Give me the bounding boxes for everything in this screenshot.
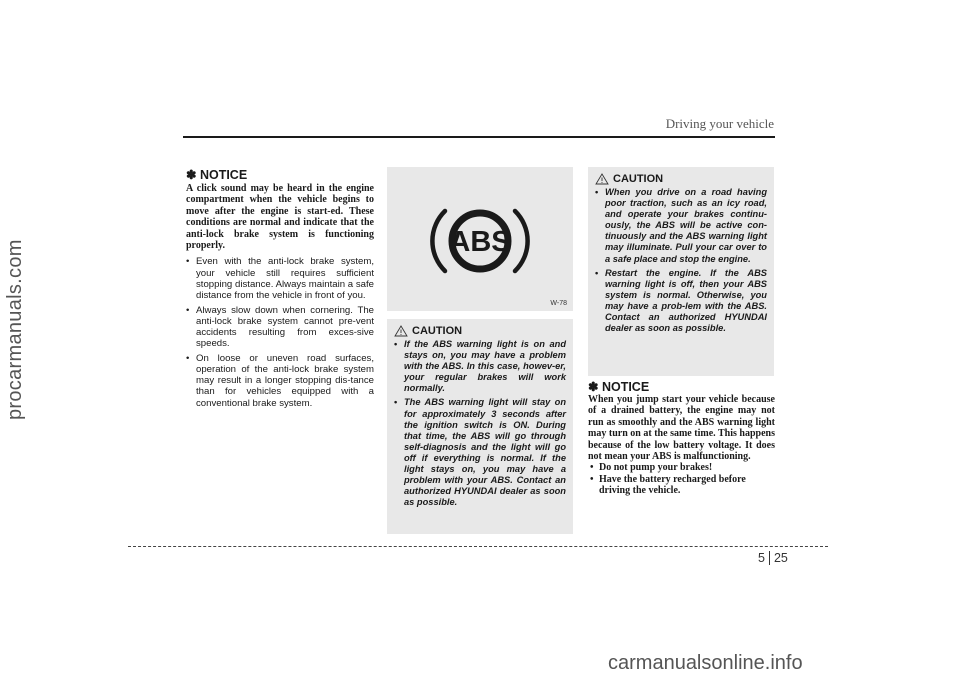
caution-bullet-list <box>394 339 566 508</box>
abs-warning-icon <box>425 193 535 289</box>
caution-title: CAUTION <box>613 173 664 185</box>
notice-bullet-list <box>588 462 775 496</box>
notice-intro: When you jump start your vehicle because of a drained battery, the engine may not run as smoothly and the ABS warning light may turn on at the same time. This happens because of the low battery voltage. It does not mean your ABS is malfunctioning. <box>588 394 775 463</box>
list-item: • Do not pump your brakes! <box>588 462 775 473</box>
list-item: • On loose or uneven road surfaces, operation of the anti-lock brake system may result in a longer stopping dis-tance than for vehicles equipped with a conventional brake system. <box>186 353 374 408</box>
abs-warning-light-figure <box>387 167 573 311</box>
caution-poor-traction <box>588 167 774 376</box>
section-header: Driving your vehicle <box>665 116 774 131</box>
caution-abs-light <box>387 319 573 534</box>
notice-title: ✽ NOTICE <box>588 380 650 394</box>
page-number <box>758 551 788 565</box>
caution-bullet-list <box>595 187 767 334</box>
figure-code: W-78 <box>550 300 567 307</box>
side-watermark: procarmanuals.com <box>4 239 26 420</box>
warning-triangle-icon <box>595 173 609 185</box>
warning-triangle-icon <box>394 325 408 337</box>
list-item: • The ABS warning light will stay on for approximately 3 seconds after the ignition switch is ON. During that time, the ABS will go through self-diagnosis and the light will go off if everything is normal. If the light stays on, you may have a problem with your ABS. Contact an authorized HYUNDAI dealer as soon as possible. <box>394 397 566 508</box>
list-item: • Restart the engine. If the ABS warning light is off, then your ABS system is normal. Otherwise, you may have a prob-lem with the ABS. Contact an authorized HYUNDAI dealer as soon as possible. <box>595 268 767 335</box>
notice-abs-click <box>186 167 374 413</box>
list-item: • When you drive on a road having poor traction, such as an icy road, and operate your brakes continu-ously, the ABS will be active con-tinuously and the ABS warning light may illuminate. Pull your car over to a safe place and stop the engine. <box>595 187 767 265</box>
chapter-number: 5 <box>758 551 770 565</box>
list-item: • Have the battery recharged before driving the vehicle. <box>588 474 775 497</box>
page-index: 25 <box>773 551 788 565</box>
notice-jump-start <box>588 379 775 497</box>
caution-title: CAUTION <box>412 325 463 337</box>
notice-title: ✽ NOTICE <box>186 168 248 182</box>
list-item: • If the ABS warning light is on and stays on, you may have a problem with the ABS. In this case, howev-er, your regular brakes will work normally. <box>394 339 566 394</box>
list-item: • Always slow down when cornering. The anti-lock brake system cannot pre-vent accidents resulting from exces-sive speeds. <box>186 305 374 349</box>
notice-intro: A click sound may be heard in the engine compartment when the vehicle begins to move after the engine is start-ed. These conditions are normal and indicate that the anti-lock brake system is functioning properly. <box>186 183 374 252</box>
notice-bullet-list <box>186 256 374 408</box>
list-item: • Even with the anti-lock brake system, your vehicle still requires sufficient stopping distance. Always maintain a safe distance from the vehicle in front of you. <box>186 256 374 300</box>
abs-label: ABS <box>449 226 511 258</box>
header-rule <box>183 136 775 138</box>
footer-divider <box>128 546 828 547</box>
bottom-watermark: carmanualsonline.info <box>608 652 803 674</box>
